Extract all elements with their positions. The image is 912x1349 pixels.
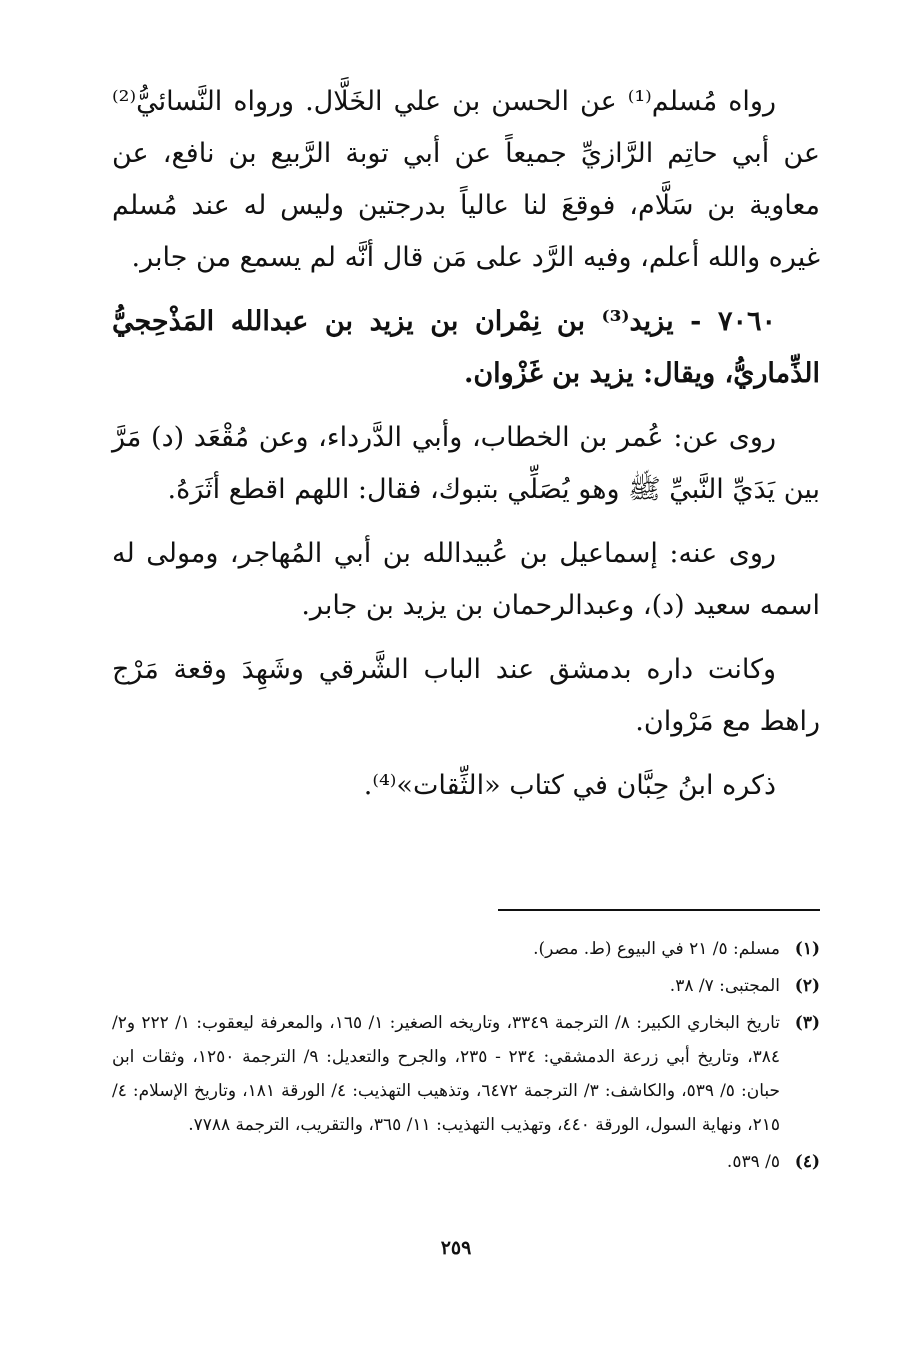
paragraph-narration: رواه مُسلم⁽¹⁾ عن الحسن بن علي الخَلَّال. ورواه النَّسائيُّ⁽²⁾ عن أبي حاتِم الرَّازيِّ جميعاً عن أبي توبة الرَّبيع بن نافع، عن معاوية بن سَلَّام، فوقعَ لنا عالياً بدرجتين وليس له عند مُسلم غيره والله أعلم، وفيه الرَّد على مَن قال أنَّه لم يسمع من جابر. bbox=[112, 86, 820, 273]
paragraph-citation: ذكره ابنُ حِبَّان في كتاب «الثِّقات»⁽⁴⁾. bbox=[363, 770, 776, 801]
footnote-number: (٢) bbox=[794, 976, 820, 996]
footnote-number: (٤) bbox=[794, 1152, 820, 1172]
footnote-number: (٣) bbox=[794, 1013, 820, 1033]
footnote-text: مسلم: ٥/ ٢١ في البيوع (ط. مصر). bbox=[533, 939, 780, 959]
paragraph-entry-heading: ٧٠٦٠ - يزيد⁽³⁾ بن نِمْران بن يزيد بن عبدالله المَذْحِجيُّ الذِّماريُّ، ويقال: يزيد بن غَزْوان. bbox=[112, 306, 820, 389]
footnote-item bbox=[112, 969, 820, 1003]
footnote-number: (١) bbox=[794, 939, 820, 959]
footnotes bbox=[112, 932, 820, 1182]
footnote-separator bbox=[498, 909, 820, 911]
page-number: ٢٥٩ bbox=[440, 1237, 472, 1259]
footnote-text: تاريخ البخاري الكبير: ٨/ الترجمة ٣٣٤٩، وتاريخه الصغير: ١/ ١٦٥، والمعرفة ليعقوب: ١/ ٢٢٢ و٢/ ٣٨٤، وتاريخ أبي زرعة الدمشقي: ٢٣٤ - ٢٣٥، والجرح والتعديل: ٩/ الترجمة ١٢٥٠، وثقات ابن حبان: ٥/ ٥٣٩، والكاشف: ٣/ الترجمة ٦٤٧٢، وتذهيب التهذيب: ٤/ الورقة ١٨١، وتاريخ الإسلام: ٤/ ٢١٥، ونهاية السول، الورقة ٤٤٠، وتهذيب التهذيب: ١١/ ٣٦٥، والتقريب، الترجمة ٧٧٨٨. bbox=[112, 1013, 781, 1135]
footnote-text: ٥/ ٥٣٩. bbox=[726, 1152, 780, 1172]
footnote-text: المجتبى: ٧/ ٣٨. bbox=[669, 976, 780, 996]
footnote-item bbox=[112, 932, 820, 966]
main-text bbox=[112, 76, 820, 824]
paragraph-residence: وكانت داره بدمشق عند الباب الشَّرقي وشَهِدَ وقعة مَرْج راهط مع مَرْوان. bbox=[112, 654, 820, 737]
paragraph-narrated-from: روى عن: عُمر بن الخطاب، وأبي الدَّرداء، وعن مُقْعَد (د) مَرَّ بين يَدَيِّ النَّبيِّ ﷺ وهو يُصَلِّي بتبوك، فقال: اللهم اقطع أثَرَهُ. bbox=[112, 422, 820, 505]
footnote-item bbox=[112, 1006, 820, 1142]
paragraph-narrated-by: روى عنه: إسماعيل بن عُبيدالله بن أبي المُهاجر، ومولى له اسمه سعيد (د)، وعبدالرحمان بن يزيد بن جابر. bbox=[112, 538, 820, 621]
footnote-item bbox=[112, 1145, 820, 1179]
